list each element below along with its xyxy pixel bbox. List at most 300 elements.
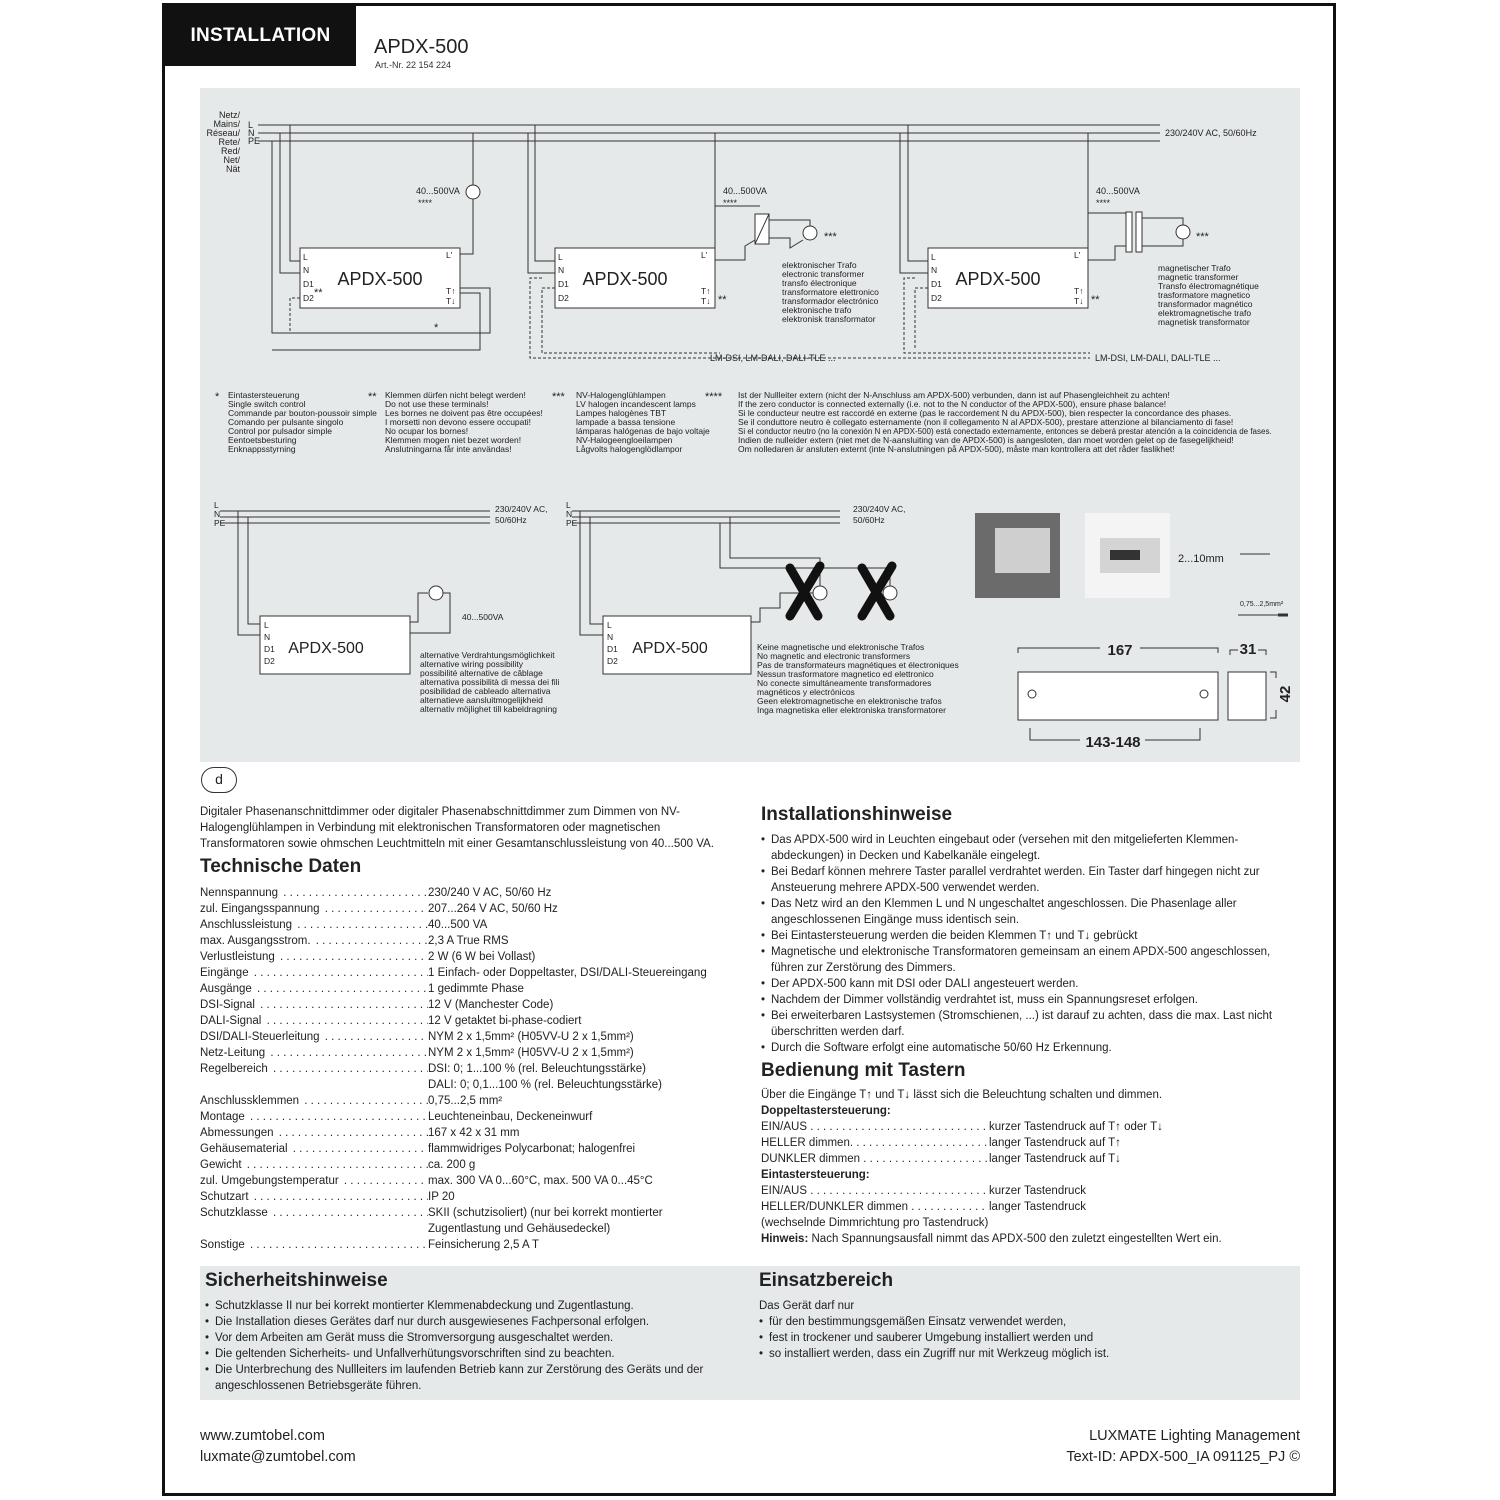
netz-label-3: Rete/ <box>218 137 240 147</box>
bullet-icon: • <box>205 1316 210 1328</box>
line-L: L <box>248 120 254 130</box>
spec-key-label: Ausgänge <box>200 983 252 995</box>
spec-row <box>200 1093 740 1109</box>
lower-supply-1b: 50/60Hz <box>495 515 527 525</box>
device-label-5: APDX-500 <box>632 640 708 657</box>
alt-4: posibilidad de cableado alternativa <box>420 686 551 696</box>
pin-N-3: N <box>931 265 938 275</box>
bullet-text: Nachdem der Dimmer vollständig verdrahtet ist, muss ein Spannungsreset erfolgen. <box>771 994 1198 1006</box>
safety-list <box>205 1298 745 1394</box>
spec-key <box>200 1173 428 1189</box>
spec-key-label: DSI-Signal <box>200 999 255 1011</box>
bullet-text: Bei Eintastersteuerung werden die beiden Klemmen T↑ und T↓ gebrückt <box>771 930 1138 942</box>
single-switch-title: Eintastersteuerung: <box>761 1169 870 1181</box>
load-3: 40...500VA <box>1096 186 1140 196</box>
footer-web-link[interactable]: www.zumtobel.com <box>200 1428 325 1444</box>
operation-key: EIN/AUS . . . <box>761 1119 989 1135</box>
netz-label-0: Netz/ <box>218 110 240 120</box>
spec-value: 12 V (Manchester Code) <box>428 999 554 1011</box>
bullet-item <box>761 832 1301 864</box>
bullet-icon: • <box>761 898 766 910</box>
legend-single-5: Eentoetsbesturing <box>228 435 297 445</box>
bullet-text: Das Netz wird an den Klemmen L und N ungeschaltet angeschlossen. Die Phasenlage aller angeschlossenen Eingänge muss identisch sein. <box>771 898 1237 926</box>
spec-key-label: Anschlussleistung <box>200 919 293 931</box>
spec-row <box>200 949 740 965</box>
spec-value: NYM 2 x 1,5mm² (H05VV-U 2 x 1,5mm²) <box>428 1047 634 1059</box>
spec-key <box>200 1237 428 1253</box>
star1-switch: * <box>434 322 439 334</box>
legend-single-1: Single switch control <box>228 399 306 409</box>
legend-halo-3: lampade a bassa tensione <box>576 417 676 427</box>
legend-single-2: Commande par bouton-poussoir simple <box>228 408 377 418</box>
lower-supply-2b: 50/60Hz <box>853 515 885 525</box>
operation-row <box>761 1183 1301 1199</box>
bullet-text: Bei Bedarf können mehrere Taster parallel verdrahtet werden. Ein Taster darf hingegen nicht zur Ansteuerung mehrere APDX-500 verwendet werden. <box>771 866 1260 894</box>
dim-31: 31 <box>1239 641 1257 658</box>
spec-value: ca. 200 g <box>428 1159 476 1171</box>
legend-single-3: Comando per pulsante singolo <box>228 417 344 427</box>
spec-row <box>200 1061 740 1093</box>
spec-row <box>200 901 740 917</box>
spec-key-label: Gewicht <box>200 1159 242 1171</box>
pin-D1-1: D1 <box>303 279 314 289</box>
legend-single-0: Eintastersteuerung <box>228 390 300 400</box>
legend-star3: *** <box>552 391 565 403</box>
spec-row <box>200 1173 740 1189</box>
notrafo-1: No magnetic and electronic transformers <box>757 651 911 661</box>
legend-neutral-5: Indien de nulleider extern (niet met de N-aansluiting van de APDX-500) is aangesloten, dan moet worden gelet op de fasegelijkheid! <box>738 435 1234 445</box>
legend-term-0: Klemmen dürfen nicht belegt werden! <box>385 390 526 400</box>
bullet-item <box>759 1314 1279 1330</box>
bus-label-1: LM-DSI, LM-DALI, DALI-TLE ... <box>710 353 836 363</box>
legend-term-1: Do not use these terminals! <box>385 399 489 409</box>
pin-T2-2: T↓ <box>701 296 711 306</box>
legend-halo-4: lámparas halógenas de bajo voltaje <box>576 426 710 436</box>
bullet-icon: • <box>761 978 766 990</box>
spec-key <box>200 1029 428 1045</box>
bullet-icon: • <box>761 930 766 942</box>
bullet-text: fest in trockener und sauberer Umgebung installiert werden und <box>769 1332 1094 1344</box>
notrafo-0: Keine magnetische und elektronische Trafos <box>757 642 925 652</box>
alt-0: alternative Verdrahtungsmöglichkeit <box>420 650 555 660</box>
notrafo-4: No conecte simultáneamente transformadores <box>757 678 932 688</box>
device-label-3: APDX-500 <box>955 269 1041 289</box>
spec-value: IP 20 <box>428 1191 455 1203</box>
alt-1: alternative wiring possibility <box>420 659 523 669</box>
operation-row <box>761 1119 1301 1135</box>
spec-row <box>200 885 740 901</box>
article-number: Art.-Nr. 22 154 224 <box>375 60 452 70</box>
safety-heading: Sicherheitshinweise <box>205 1270 388 1291</box>
bullet-item <box>761 944 1301 976</box>
single-switch-list <box>761 1183 1301 1215</box>
spec-row <box>200 1125 740 1141</box>
bullet-icon: • <box>205 1364 210 1376</box>
notrafo-7: Inga magnetiska eller elektroniska transformatorer <box>757 705 946 715</box>
bullet-icon: • <box>205 1332 210 1344</box>
bullet-item <box>761 864 1301 896</box>
spec-key <box>200 917 428 933</box>
bullet-text: Magnetische und elektronische Transformatoren gemeinsam an einem APDX-500 angeschlossen, führen zur Zerstörung des Dimmers. <box>771 946 1271 974</box>
stars2-2: ** <box>718 294 727 306</box>
spec-value: flammwidriges Polycarbonat; halogenfrei <box>428 1143 636 1155</box>
bullet-icon: • <box>759 1348 764 1360</box>
spec-value: 1 Einfach- oder Doppeltaster, DSI/DALI-Steuereingang <box>428 967 707 979</box>
legend-neutral-0: Ist der Nullleiter extern (nicht der N-Anschluss am APDX-500) verbunden, dann ist auf Phasengleichheit zu achten! <box>738 390 1170 400</box>
spec-row <box>200 1141 740 1157</box>
mtrafo-4: transformador magnético <box>1158 299 1253 309</box>
bullet-icon: • <box>759 1332 764 1344</box>
legend-term-6: Anslutningarna får inte användas! <box>385 444 512 454</box>
spec-key <box>200 997 428 1013</box>
usage-heading: Einsatzbereich <box>759 1270 894 1291</box>
bullet-text: Die Installation dieses Gerätes darf nur durch ausgewiesenes Fachpersonal erfolgen. <box>215 1316 650 1328</box>
pin-T1-3: T↑ <box>1074 286 1084 296</box>
spec-value: max. 300 VA 0...60°C, max. 500 VA 0...45°C <box>428 1175 653 1187</box>
etrafo-6: elektronisk transformator <box>782 314 876 324</box>
spec-value: 167 x 42 x 31 mm <box>428 1127 520 1139</box>
bullet-text: für den bestimmungsgemäßen Einsatz verwendet werden, <box>769 1316 1067 1328</box>
device-label-4: APDX-500 <box>288 640 364 657</box>
spec-key-label: Eingänge <box>200 967 249 979</box>
bullet-icon: • <box>761 994 766 1006</box>
legend-halo-5: NV-Halogeengloeilampen <box>576 435 673 445</box>
pin-D2-5: D2 <box>607 656 618 666</box>
footer-left <box>200 1426 356 1468</box>
stars4-1: **** <box>418 198 433 208</box>
supply-label: 230/240V AC, 50/60Hz <box>1165 128 1257 138</box>
spec-key <box>200 1109 428 1125</box>
operation-key: HELLER dimmen. . . . <box>761 1135 989 1151</box>
pin-T1-1: T↑ <box>446 286 456 296</box>
mtrafo-5: elektromagnetische trafo <box>1158 308 1252 318</box>
legend-halo-2: Lampes halogènes TBT <box>576 408 667 418</box>
spec-key <box>200 1141 428 1157</box>
lower-L-2: L <box>566 500 571 510</box>
line-N: N <box>248 128 255 138</box>
spec-value: Feinsicherung 2,5 A T <box>428 1239 540 1251</box>
stars4-2: **** <box>723 198 738 208</box>
install-heading: Installationshinweise <box>761 804 953 825</box>
spec-value: DSI: 0; 1...100 % (rel. Beleuchtungsstärke) DALI: 0; 0,1...100 % (rel. Beleuchtungsstärke) <box>428 1063 662 1091</box>
double-switch-list <box>761 1119 1301 1167</box>
pin-L-4: L <box>264 620 269 630</box>
notrafo-2: Pas de transformateurs magnétiques et électroniques <box>757 660 959 670</box>
spec-key <box>200 1093 428 1109</box>
load-1: 40...500VA <box>416 186 460 196</box>
legend-neutral-4: Si el conductor neutro (no la conexión N en APDX-500) está conectado externamente, entonces se deberá prestar atención a la coincidencia de fases. <box>738 427 1272 436</box>
pin-D1-2: D1 <box>558 279 569 289</box>
dim-167: 167 <box>1107 642 1133 659</box>
lower-PE-2: PE <box>566 518 578 528</box>
bullet-icon: • <box>761 946 766 958</box>
stars4-3: **** <box>1096 198 1111 208</box>
stars3-1: *** <box>824 231 837 243</box>
bullet-text: Bei erweiterbaren Lastsystemen (Stromschienen, ...) ist darauf zu achten, dass die max. Last nicht überschritten werden darf. <box>771 1010 1273 1038</box>
operation-value: langer Tastendruck auf T↑ <box>989 1137 1121 1149</box>
bullet-item <box>761 976 1301 992</box>
bullet-item <box>205 1330 745 1346</box>
legend-term-4: No ocupar los bornes! <box>385 426 469 436</box>
spec-key-label: Netz-Leitung <box>200 1047 266 1059</box>
operation-value: kurzer Tastendruck <box>989 1185 1086 1197</box>
spec-key <box>200 1189 428 1205</box>
dim-143: 143-148 <box>1085 734 1141 751</box>
lower-N-2: N <box>566 509 573 519</box>
mtrafo-6: magnetisk transformator <box>1158 317 1250 327</box>
stars2-1: ** <box>314 287 323 299</box>
legend-halo-6: Lågvolts halogenglödlampor <box>576 444 683 454</box>
pin-T2-1: T↓ <box>446 296 456 306</box>
operation-intro: Über die Eingänge T↑ und T↓ lässt sich die Beleuchtung schalten und dimmen. <box>761 1089 1163 1101</box>
bullet-text: Vor dem Arbeiten am Gerät muss die Stromversorgung ausgeschaltet werden. <box>215 1332 614 1344</box>
spec-row <box>200 1029 740 1045</box>
dim-42: 42 <box>1277 685 1294 703</box>
legend-neutral-2: Si le conducteur neutre est raccordé en externe (pas le raccordement N du APDX-500), bien respecter la concordance des phases. <box>738 408 1232 418</box>
lower-load: 40...500VA <box>462 612 504 622</box>
etrafo-0: elektronischer Trafo <box>782 260 857 270</box>
pin-N-1: N <box>303 265 310 275</box>
pin-L-3: L <box>931 252 936 262</box>
lower-supply-2a: 230/240V AC, <box>853 504 906 514</box>
device-label-2: APDX-500 <box>582 269 668 289</box>
spec-key <box>200 933 428 949</box>
usage-intro: Das Gerät darf nur <box>759 1300 855 1312</box>
notrafo-6: Geen elektromagnetische en elektronische trafos <box>757 696 942 706</box>
spec-key-label: max. Ausgangsstrom. <box>200 935 311 947</box>
spec-key <box>200 1157 428 1173</box>
spec-key-label: Sonstige <box>200 1239 245 1251</box>
netz-label-6: Nät <box>225 164 240 174</box>
spec-row <box>200 1237 740 1253</box>
pin-D1-3: D1 <box>931 279 942 289</box>
hint-label: Hinweis: <box>761 1233 809 1245</box>
alt-3: alternativa possibilità di messa dei fili <box>420 677 560 687</box>
operation-hint <box>761 1231 1301 1247</box>
pin-D2-1: D2 <box>303 293 314 303</box>
legend-neutral-6: Om nolledaren är ansluten externt (inte N-anslutningen på APDX-500), måste man kontrollera att det råder faslikhet! <box>738 444 1175 454</box>
pin-D2-3: D2 <box>931 293 942 303</box>
bullet-item <box>761 896 1301 928</box>
operation-heading: Bedienung mit Tastern <box>761 1060 966 1081</box>
single-switch-note: (wechselnde Dimmrichtung pro Tastendruck) <box>761 1217 989 1229</box>
install-list <box>761 832 1301 1056</box>
legend-star1: * <box>215 391 220 403</box>
spec-row <box>200 1013 740 1029</box>
operation-value: langer Tastendruck <box>989 1201 1086 1213</box>
footer-email-link[interactable]: luxmate@zumtobel.com <box>200 1449 356 1465</box>
tech-heading: Technische Daten <box>200 856 362 877</box>
spec-key-label: Abmessungen <box>200 1127 274 1139</box>
spec-key-label: DALI-Signal <box>200 1015 262 1027</box>
netz-label-1: Mains/ <box>213 119 240 129</box>
hint-text: Nach Spannungsausfall nimmt das APDX-500 den zuletzt eingestellten Wert ein. <box>808 1233 1222 1245</box>
spec-key <box>200 885 428 901</box>
pin-N-5: N <box>607 632 614 642</box>
legend-single-4: Control por pulsador simple <box>228 426 332 436</box>
spec-key-label: Montage <box>200 1111 245 1123</box>
pin-L-5: L <box>607 620 612 630</box>
safety-panel <box>200 1266 1300 1400</box>
spec-key <box>200 949 428 965</box>
spec-value: 40...500 VA <box>428 919 488 931</box>
spec-key-label: Schutzklasse <box>200 1207 268 1219</box>
spec-row <box>200 1109 740 1125</box>
legend-halo-1: LV halogen incandescent lamps <box>576 399 696 409</box>
notrafo-5: magnéticos y electrónicos <box>757 687 855 697</box>
pin-D1-5: D1 <box>607 644 618 654</box>
strip-length: 2...10mm <box>1178 553 1224 565</box>
operation-value: langer Tastendruck auf T↓ <box>989 1153 1121 1165</box>
mtrafo-2: Transfo électromagnétique <box>1158 281 1259 291</box>
spec-value: NYM 2 x 1,5mm² (H05VV-U 2 x 1,5mm²) <box>428 1031 634 1043</box>
mtrafo-1: magnetic transformer <box>1158 272 1239 282</box>
spec-key-label: Verlustleistung <box>200 951 275 963</box>
legend-star4: **** <box>705 391 723 403</box>
spec-value: 1 gedimmte Phase <box>428 983 524 995</box>
operation-key: HELLER/DUNKLER dimmen . . . <box>761 1199 989 1215</box>
legend-single-6: Enknappsstyrning <box>228 444 296 454</box>
load-2: 40...500VA <box>723 186 767 196</box>
bullet-item <box>761 1040 1301 1056</box>
alt-2: possibilité alternative de câblage <box>420 668 543 678</box>
netz-label-5: Net/ <box>223 155 240 165</box>
operation-key: DUNKLER dimmen . . . <box>761 1151 989 1167</box>
spec-key-label: zul. Umgebungstemperatur <box>200 1175 339 1187</box>
bullet-icon: • <box>761 1010 766 1022</box>
spec-key <box>200 1061 428 1093</box>
bus-label-2: LM-DSI, LM-DALI, DALI-TLE ... <box>1095 353 1221 363</box>
spec-value: 2,3 A True RMS <box>428 935 509 947</box>
etrafo-1: electronic transformer <box>782 269 865 279</box>
product-title: APDX-500 <box>374 36 469 58</box>
bullet-icon: • <box>205 1300 210 1312</box>
bullet-text: Der APDX-500 kann mit DSI oder DALI angesteuert werden. <box>771 978 1079 990</box>
pin-D1-4: D1 <box>264 644 275 654</box>
alt-6: alternativ möjlighet till kabeldragning <box>420 704 558 714</box>
wire-size: 0,75...2,5mm² <box>1240 601 1284 608</box>
spec-key <box>200 1205 428 1237</box>
spec-key <box>200 1013 428 1029</box>
spec-row <box>200 997 740 1013</box>
notrafo-3: Nessun trasformatore magnetico ed elettronico <box>757 669 934 679</box>
device-label-1: APDX-500 <box>337 269 423 289</box>
line-PE: PE <box>248 136 261 146</box>
stars3-2: *** <box>1196 231 1209 243</box>
bullet-item <box>759 1330 1279 1346</box>
legend-halo-0: NV-Halogenglühlampen <box>576 390 666 400</box>
bullet-text: so installiert werden, dass ein Zugriff nur mit Werkzeug möglich ist. <box>769 1348 1110 1360</box>
bullet-item <box>761 928 1301 944</box>
bullet-item <box>759 1346 1279 1362</box>
legend-neutral-3: Se il conduttore neutro è collegato esternamente (non il collegamento N al APDX-500), prestare attenzione al bilanciamento di fase! <box>738 417 1234 427</box>
section-tab: INSTALLATION <box>165 6 356 66</box>
operation-value: kurzer Tastendruck auf T↑ oder T↓ <box>989 1121 1163 1133</box>
mtrafo-0: magnetischer Trafo <box>1158 263 1231 273</box>
legend-neutral-1: If the zero conductor is connected externally (i.e. not to the N conductor of the APDX-500), ensure phase balance! <box>738 399 1167 409</box>
language-badge: d <box>201 767 237 793</box>
bullet-icon: • <box>761 866 766 878</box>
pin-Lp-3: L' <box>1074 250 1081 260</box>
bullet-item <box>205 1346 745 1362</box>
spec-key <box>200 965 428 981</box>
operation-row <box>761 1151 1301 1167</box>
bullet-item <box>205 1314 745 1330</box>
usage-section <box>759 1298 1279 1362</box>
spec-key-label: Anschlussklemmen <box>200 1095 300 1107</box>
wiring-diagram-svg <box>200 88 1300 762</box>
netz-label-2: Réseau/ <box>206 128 240 138</box>
bullet-item <box>761 1008 1301 1040</box>
spec-key <box>200 1045 428 1061</box>
lower-N-1: N <box>214 509 221 519</box>
alt-5: alternatieve aansluitmogelijkheid <box>420 695 543 705</box>
bullet-text: Das APDX-500 wird in Leuchten eingebaut oder (versehen mit den mitgelieferten Klemmen-abdeckungen) in Decken und Kabelkanäle eingelegt. <box>771 834 1239 862</box>
pin-T2-3: T↓ <box>1074 296 1084 306</box>
footer-brand: LUXMATE Lighting Management <box>1089 1428 1300 1444</box>
spec-row <box>200 1157 740 1173</box>
pin-L-1: L <box>303 252 308 262</box>
pin-N-4: N <box>264 632 271 642</box>
legend-term-2: Les bornes ne doivent pas être occupées! <box>385 408 543 418</box>
spec-key-label: zul. Eingangsspannung <box>200 903 320 915</box>
bullet-text: Die Unterbrechung des Nullleiters im laufenden Betrieb kann zur Zerstörung des Geräts und der angeschlossenen Betriebsgeräte führen. <box>215 1364 704 1392</box>
bullet-icon: • <box>759 1316 764 1328</box>
lower-PE-1: PE <box>214 518 226 528</box>
usage-list <box>759 1314 1279 1362</box>
spec-key-label: DSI/DALI-Steuerleitung <box>200 1031 320 1043</box>
spec-row <box>200 917 740 933</box>
spec-row <box>200 933 740 949</box>
mtrafo-3: trasformatore magnetico <box>1158 290 1251 300</box>
bullet-item <box>205 1362 745 1394</box>
footer-text-id: Text-ID: APDX-500_IA 091125_PJ © <box>1066 1449 1300 1465</box>
spec-row <box>200 1205 740 1237</box>
lower-L-1: L <box>214 500 219 510</box>
double-switch-title: Doppeltastersteuerung: <box>761 1105 891 1117</box>
legend-star2: ** <box>368 391 377 403</box>
bullet-icon: • <box>205 1348 210 1360</box>
tech-specs-table <box>200 885 740 1253</box>
stars2-3: ** <box>1091 294 1100 306</box>
etrafo-5: elektronische trafo <box>782 305 852 315</box>
lower-supply-1a: 230/240V AC, <box>495 504 548 514</box>
pin-Lp-1: L' <box>446 250 453 260</box>
spec-value: SKII (schutzisoliert) (nur bei korrekt montierter Zugentlastung und Gehäusedeckel) <box>428 1207 663 1235</box>
operation-row <box>761 1199 1301 1215</box>
pin-T1-2: T↑ <box>701 286 711 296</box>
spec-key-label: Nennspannung <box>200 887 279 899</box>
bullet-text: Schutzklasse II nur bei korrekt montierter Klemmenabdeckung und Zugentlastung. <box>215 1300 634 1312</box>
footer-right <box>1066 1426 1300 1468</box>
spec-value: 207...264 V AC, 50/60 Hz <box>428 903 558 915</box>
spec-row <box>200 1045 740 1061</box>
spec-key <box>200 1125 428 1141</box>
bullet-item <box>761 992 1301 1008</box>
bullet-icon: • <box>761 1042 766 1054</box>
spec-value: 0,75...2,5 mm² <box>428 1095 503 1107</box>
spec-key-label: Gehäusematerial <box>200 1143 288 1155</box>
spec-row <box>200 965 740 981</box>
bullet-icon: • <box>761 834 766 846</box>
legend-term-5: Klemmen mogen niet bezet worden! <box>385 435 522 445</box>
spec-row <box>200 981 740 997</box>
wiring-diagrams <box>200 88 1300 762</box>
spec-value: Leuchteneinbau, Deckeneinwurf <box>428 1111 593 1123</box>
operation-key: EIN/AUS . . . <box>761 1183 989 1199</box>
spec-key <box>200 901 428 917</box>
pin-L-2: L <box>558 252 563 262</box>
